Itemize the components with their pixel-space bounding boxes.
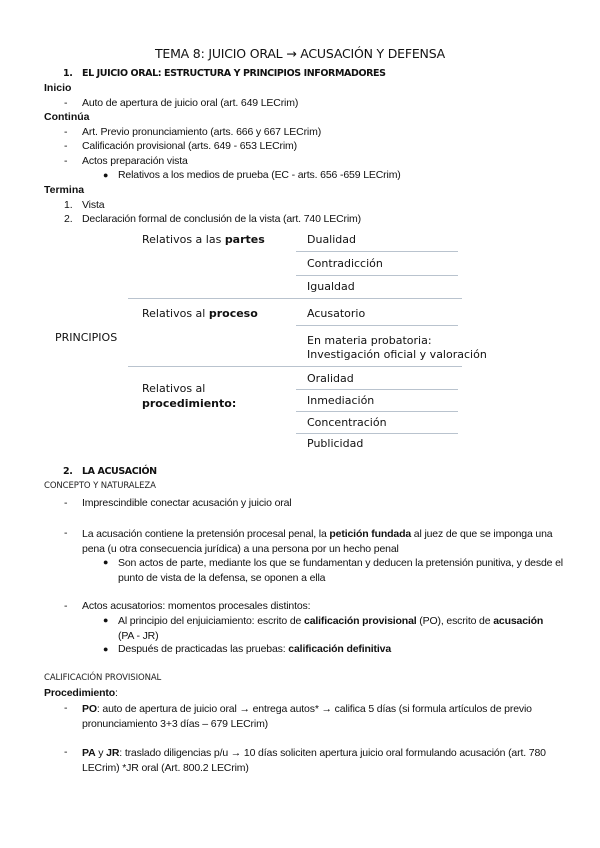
list-subitem: Relativos a los medios de prueba (EC - arts. 656 -659 LECrim) xyxy=(118,169,401,181)
table-divider xyxy=(128,298,462,299)
principio-item: Inmediación xyxy=(307,394,375,407)
group-procedimiento-label: Relativos al xyxy=(142,382,206,395)
principio-item: Igualdad xyxy=(307,280,355,293)
list-item: La acusación contiene la pretensión procesal penal, la petición fundada al juez de que se imponga una pena (u otra consecuencia jurídica) a una persona por un hecho penal xyxy=(82,528,553,555)
page-title: TEMA 8: JUICIO ORAL → ACUSACIÓN Y DEFENSA xyxy=(154,46,446,61)
table-divider xyxy=(296,389,458,390)
section-2-number: 2. xyxy=(63,466,73,477)
list-item: Vista xyxy=(82,199,105,211)
list-dash: - xyxy=(64,155,68,167)
section-2-heading: LA ACUSACIÓN xyxy=(82,466,157,477)
principio-item: Investigación oficial y valoración xyxy=(307,348,487,361)
list-item: Auto de apertura de juicio oral (art. 649 LECrim) xyxy=(82,97,299,109)
bullet-icon: ● xyxy=(103,644,109,654)
subheading-calificacion: CALIFICACIÓN PROVISIONAL xyxy=(44,673,162,683)
bullet-icon: ● xyxy=(103,615,109,625)
subheading-concepto: CONCEPTO Y NATURALEZA xyxy=(44,481,156,491)
list-dash: - xyxy=(64,600,68,612)
list-dash: - xyxy=(64,527,68,539)
list-item: Art. Previo pronunciamiento (arts. 666 y 667 LECrim) xyxy=(82,126,322,138)
section-1-heading: EL JUICIO ORAL: ESTRUCTURA Y PRINCIPIOS INFORMADORES xyxy=(82,68,386,79)
list-dash: - xyxy=(64,97,68,109)
group-proceso-label: Relativos al proceso xyxy=(142,307,258,320)
list-dash: - xyxy=(64,746,68,758)
list-dash: - xyxy=(64,497,68,509)
list-subitem: Son actos de parte, mediante los que se fundamentan y deducen la pretensión punitiva, y desde el punto de vista de la defensa, se oponen a ella xyxy=(118,557,563,584)
termina-label: Termina xyxy=(44,184,85,196)
group-partes-label: Relativos a las partes xyxy=(142,233,265,246)
section-1-number: 1. xyxy=(63,68,73,79)
list-item: Calificación provisional (arts. 649 - 653 LECrim) xyxy=(82,140,297,152)
principio-item: Dualidad xyxy=(307,233,357,246)
list-dash: - xyxy=(64,702,68,714)
principio-item: Oralidad xyxy=(307,372,354,385)
continua-label: Continúa xyxy=(44,111,90,123)
list-item: Actos acusatorios: momentos procesales distintos: xyxy=(82,600,311,612)
principio-item: Acusatorio xyxy=(307,307,366,320)
table-divider xyxy=(128,366,462,367)
list-number: 2. xyxy=(64,213,73,225)
group-procedimiento-bold: procedimiento: xyxy=(142,397,237,410)
list-dash: - xyxy=(64,126,68,138)
principio-item: Concentración xyxy=(307,416,387,429)
table-divider xyxy=(296,325,458,326)
list-item: Imprescindible conectar acusación y juicio oral xyxy=(82,497,292,509)
principio-item: En materia probatoria: xyxy=(307,334,432,347)
procedimiento-label: Procedimiento: xyxy=(44,687,118,699)
list-item: PO: auto de apertura de juicio oral → entrega autos* → califica 5 días (si formula artículos de previo pronunciamiento 3+3 días – 679 LECrim) xyxy=(82,703,532,730)
list-dash: - xyxy=(64,140,68,152)
inicio-label: Inicio xyxy=(44,82,72,94)
list-number: 1. xyxy=(64,199,73,211)
table-divider xyxy=(296,433,458,434)
principios-label: PRINCIPIOS xyxy=(55,331,118,344)
bullet-icon: ● xyxy=(103,170,109,180)
list-subitem: Al principio del enjuiciamiento: escrito de calificación provisional (PO), escrito de acusación (PA - JR) xyxy=(118,615,544,642)
principio-item: Contradicción xyxy=(307,257,383,270)
table-divider xyxy=(296,411,458,412)
list-item: Declaración formal de conclusión de la vista (art. 740 LECrim) xyxy=(82,213,361,225)
principio-item: Publicidad xyxy=(307,437,364,450)
bullet-icon: ● xyxy=(103,557,109,567)
list-item: PA y JR: traslado diligencias p/u → 10 días soliciten apertura juicio oral formulando acusación (art. 780 LECrim) *JR oral (Art. 800.2 LECrim) xyxy=(82,747,546,774)
list-item: Actos preparación vista xyxy=(82,155,188,167)
table-divider xyxy=(296,275,458,276)
list-subitem: Después de practicadas las pruebas: calificación definitiva xyxy=(118,643,392,655)
table-divider xyxy=(296,251,458,252)
